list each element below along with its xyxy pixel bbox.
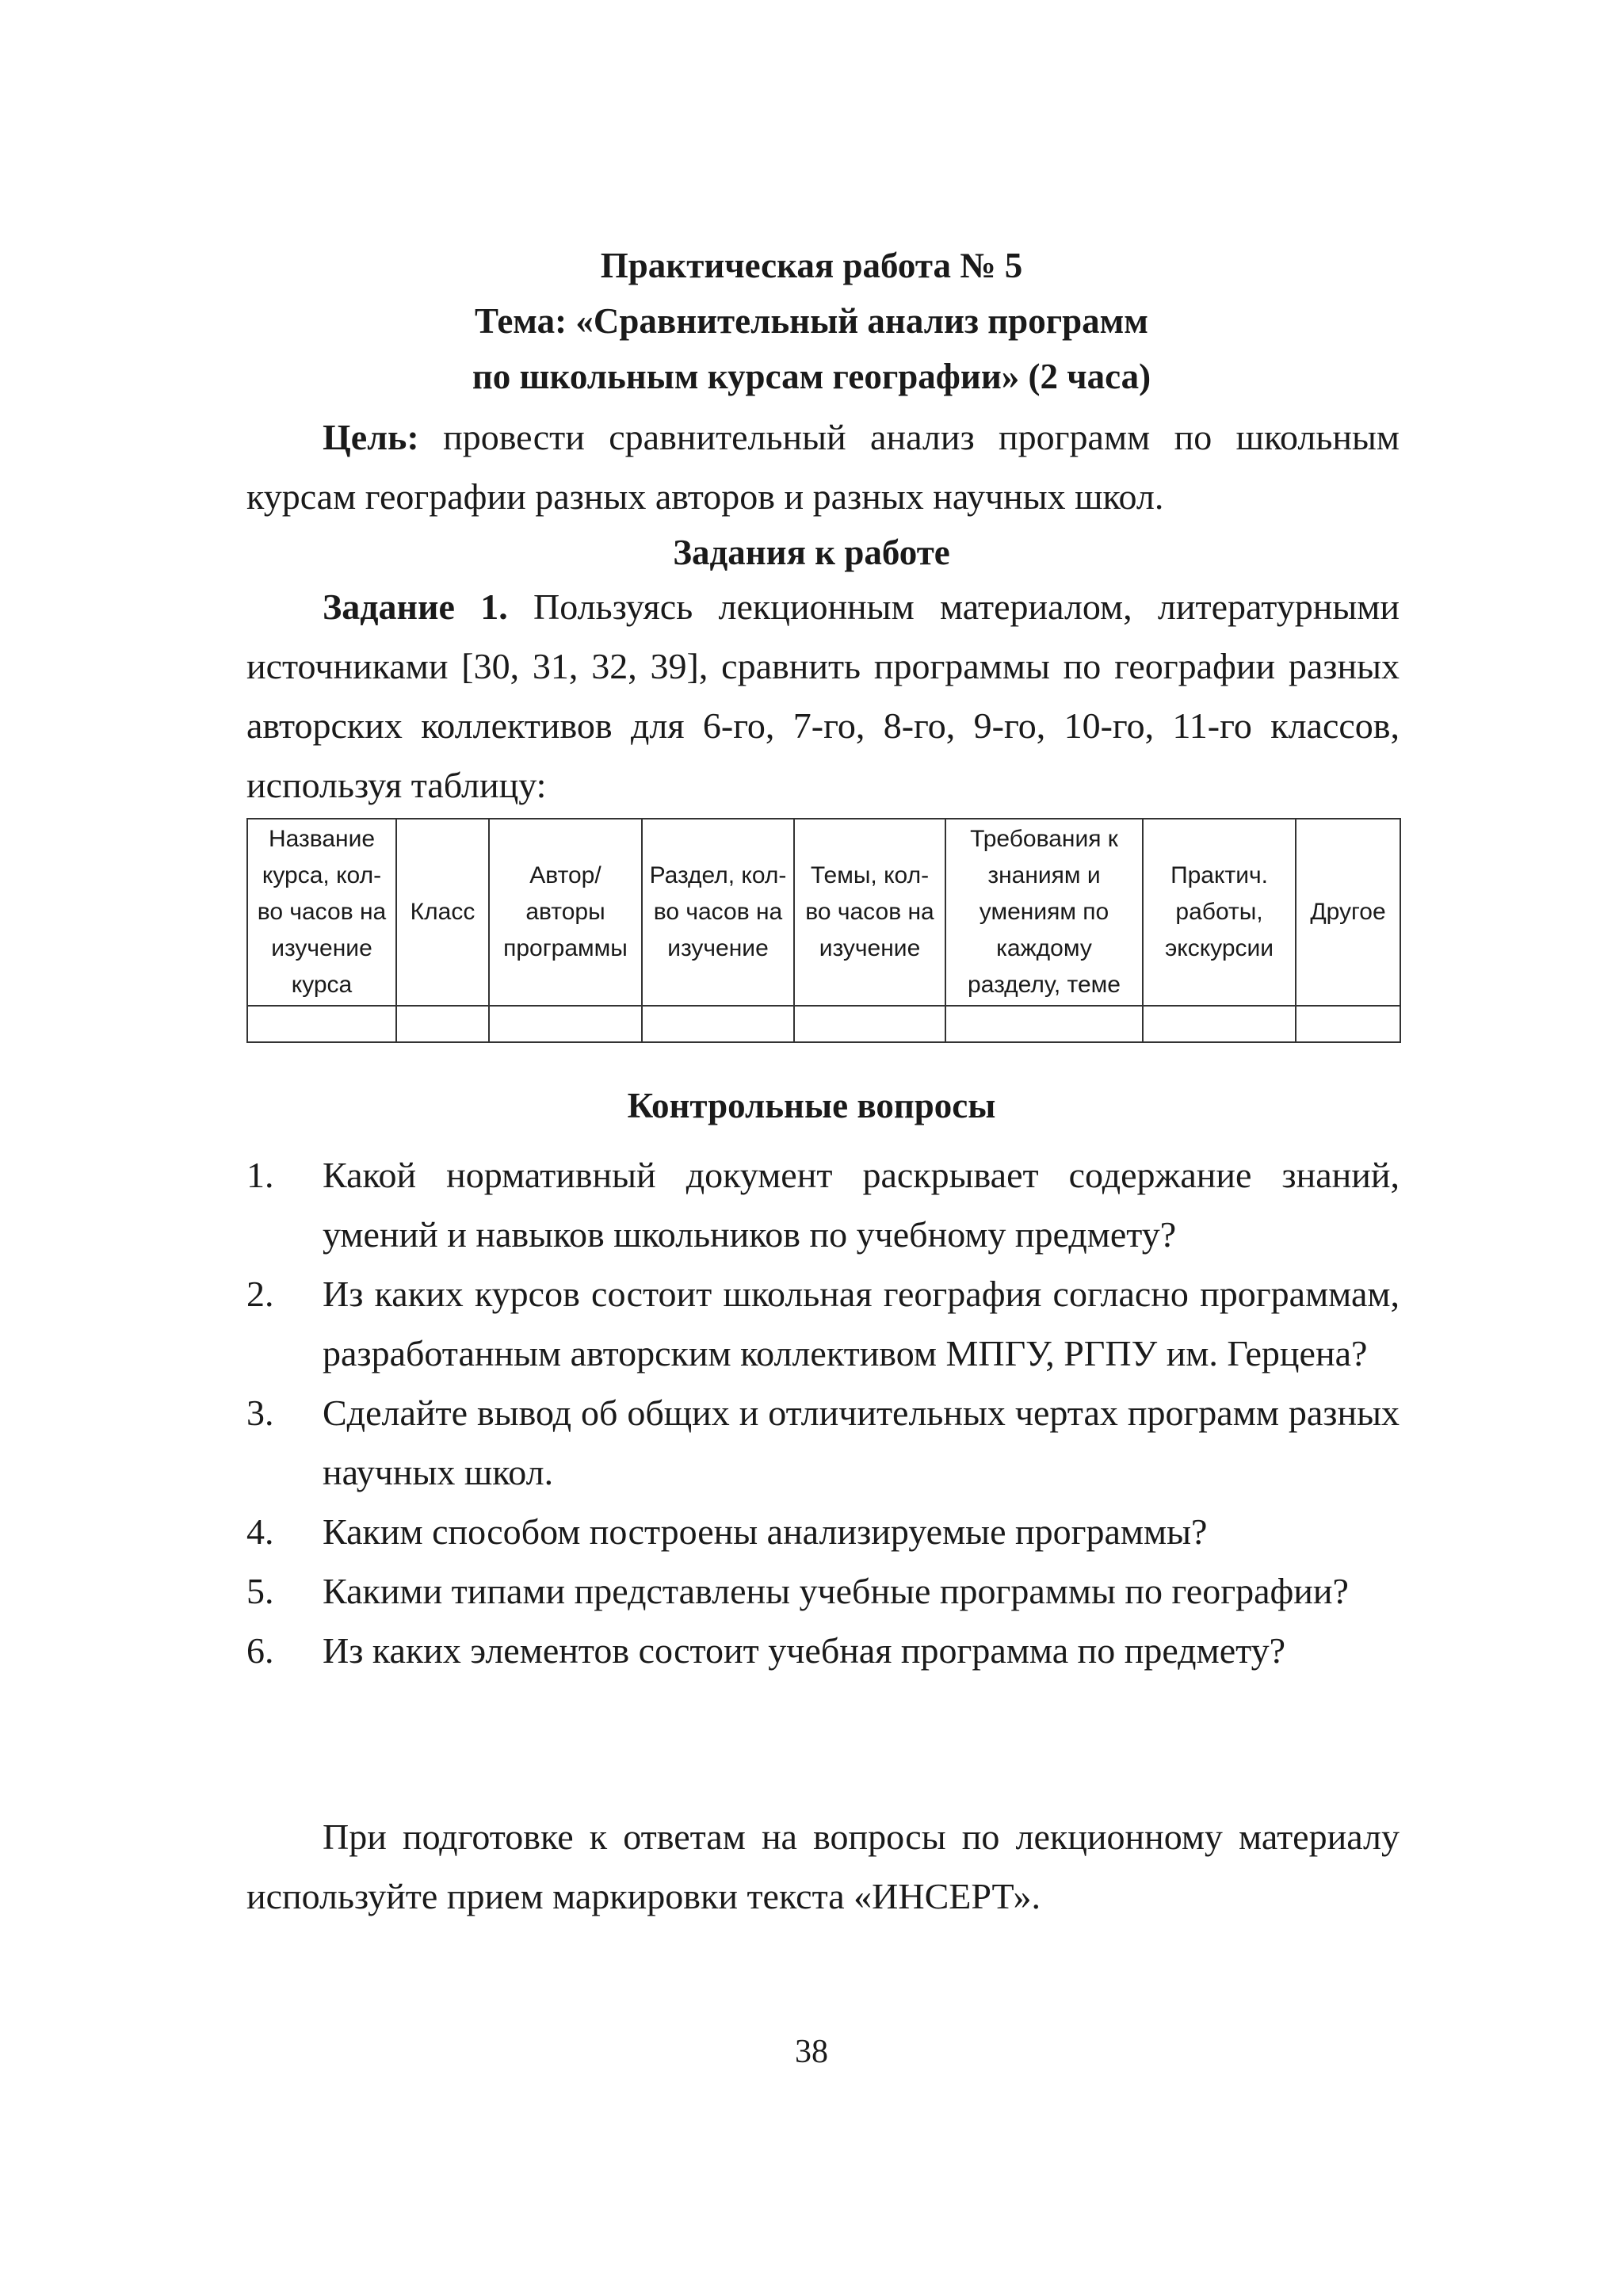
table-header-cell: Раздел, кол-во часов на изучение xyxy=(642,819,794,1006)
table-header-cell: Автор/ авторы программы xyxy=(489,819,642,1006)
question-item xyxy=(246,1264,1400,1383)
question-item xyxy=(246,1502,1400,1561)
task1-label: Задание 1. xyxy=(323,586,508,627)
goal-text: провести сравнительный анализ программ по школьным курсам географии разных авторов и разных научных школ. xyxy=(246,417,1400,517)
table-cell xyxy=(794,1006,945,1042)
table-header-cell: Темы, кол-во часов на изучение xyxy=(794,819,945,1006)
question-number: 5. xyxy=(246,1571,274,1611)
question-item xyxy=(246,1621,1400,1680)
table-cell xyxy=(396,1006,489,1042)
table-header-cell: Требования к знаниям и умениям по каждому разделу, теме xyxy=(945,819,1143,1006)
page-number: 38 xyxy=(795,2034,828,2070)
task1-paragraph xyxy=(246,577,1400,815)
question-text: Сделайте вывод об общих и отличительных чертах программ разных научных школ. xyxy=(323,1392,1400,1492)
question-number: 6. xyxy=(246,1630,274,1671)
table-cell xyxy=(945,1006,1143,1042)
question-number: 4. xyxy=(246,1511,274,1552)
table-cell xyxy=(1296,1006,1400,1042)
table-header-cell: Другое xyxy=(1296,819,1400,1006)
questions-heading: Контрольные вопросы xyxy=(627,1086,996,1125)
question-text: Какими типами представлены учебные программы по географии? xyxy=(323,1571,1349,1611)
question-text: Из каких элементов состоит учебная программа по предмету? xyxy=(323,1630,1286,1671)
questions-list xyxy=(246,1145,1400,1680)
closing-paragraph: При подготовке к ответам на вопросы по лекционному материалу используйте прием маркировки текста «ИНСЕРТ». xyxy=(246,1817,1400,1916)
question-number: 1. xyxy=(246,1155,274,1195)
table-row xyxy=(247,1006,1400,1042)
table-cell xyxy=(247,1006,396,1042)
question-item xyxy=(246,1383,1400,1502)
task1-text: Пользуясь лекционным материалом, литературными источниками [30, 31, 32, 39], сравнить программы по географии разных авторских коллективов для 6-го, 7-го, 8-го, 9-го, 10-го, 11-го классов, используя таблицу: xyxy=(246,586,1400,805)
question-text: Какой нормативный документ раскрывает содержание знаний, умений и навыков школьников по учебному предмету? xyxy=(323,1155,1400,1255)
table-header-cell: Название курса, кол-во часов на изучение курса xyxy=(247,819,396,1006)
question-number: 3. xyxy=(246,1392,274,1433)
tasks-heading: Задания к работе xyxy=(673,533,950,572)
table-cell xyxy=(1143,1006,1296,1042)
comparison-table xyxy=(246,818,1401,1043)
table-cell xyxy=(642,1006,794,1042)
topic-line-1: Тема: «Сравнительный анализ программ xyxy=(475,301,1148,341)
work-title: Практическая работа № 5 xyxy=(600,246,1023,285)
table-header-row xyxy=(247,819,1400,1006)
question-text: Из каких курсов состоит школьная география согласно программам, разработанным авторским коллективом МПГУ, РГПУ им. Герцена? xyxy=(323,1274,1400,1373)
question-number: 2. xyxy=(246,1274,274,1314)
topic-line-2: по школьным курсам географии» (2 часа) xyxy=(472,357,1151,396)
table-cell xyxy=(489,1006,642,1042)
table-header-cell: Класс xyxy=(396,819,489,1006)
question-item xyxy=(246,1561,1400,1621)
goal-label: Цель: xyxy=(323,417,419,457)
question-item xyxy=(246,1145,1400,1264)
goal-paragraph xyxy=(246,407,1400,526)
question-text: Каким способом построены анализируемые программы? xyxy=(323,1511,1208,1552)
table-header-cell: Практич. работы, экскурсии xyxy=(1143,819,1296,1006)
